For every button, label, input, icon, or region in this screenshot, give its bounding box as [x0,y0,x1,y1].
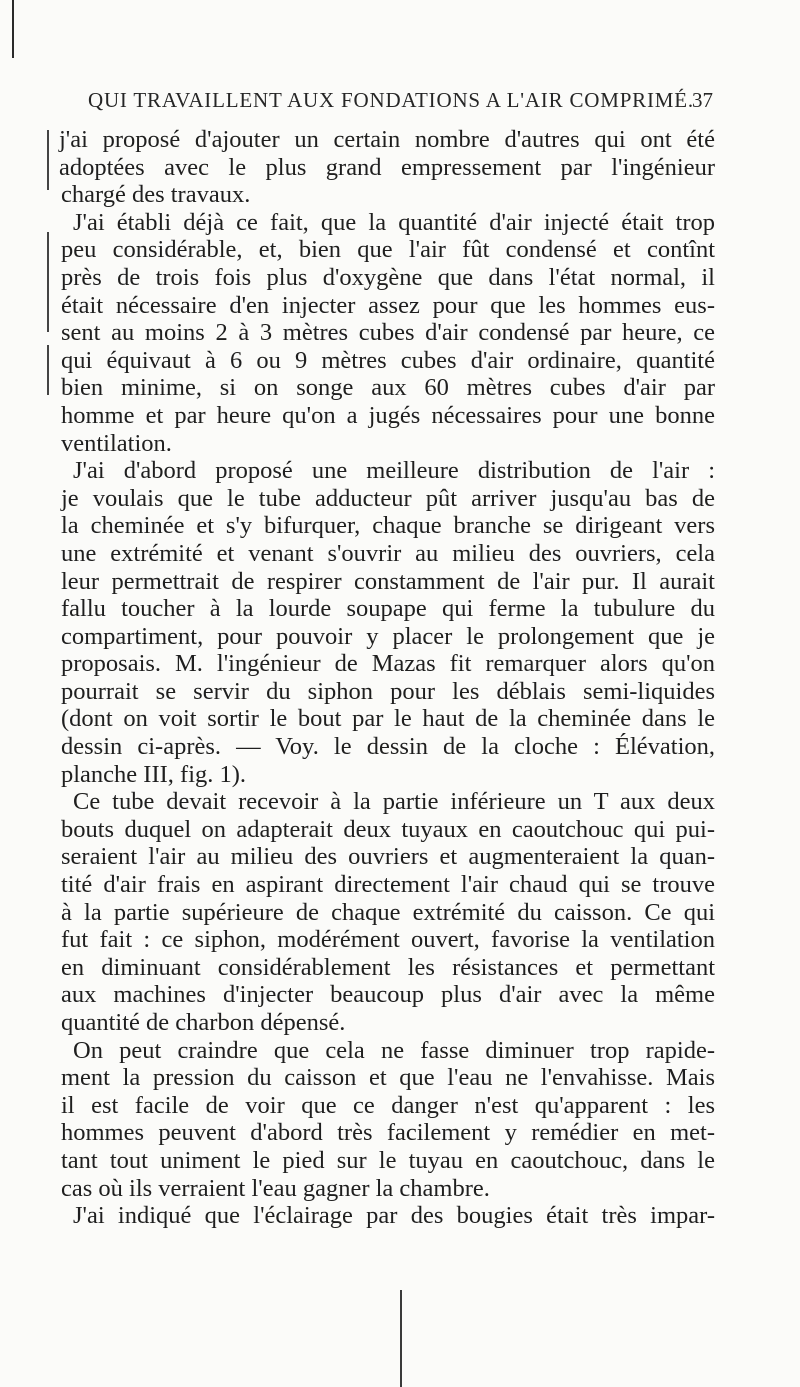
text-line: cas où ils verraient l'eau gagner la chambre. [61,1174,490,1202]
text-line: quantité de charbon dépensé. [61,1009,346,1036]
text-line: adoptées avec le plus grand empressement par l'ingénieur [59,153,715,181]
text-line: il est facile de voir que ce danger n'est qu'apparent : les [61,1091,715,1119]
text-line: était nécessaire d'en injecter assez pour que les hommes eus- [61,291,715,319]
text-line: fut fait : ce siphon, modérément ouvert, favorise la ventilation [61,926,715,954]
text-line: leur permettrait de respirer constamment de l'air pur. Il aurait [61,567,715,595]
text-line: hommes peuvent d'abord très facilement y remédier en met- [61,1119,715,1147]
text-line: On peut craindre que cela ne fasse diminuer trop rapide- [73,1036,715,1064]
text-line: J'ai d'abord proposé une meilleure distribution de l'air : [73,457,715,485]
text-line: je voulais que le tube adducteur pût arriver jusqu'au bas de [61,484,715,512]
text-line: Ce tube devait recevoir à la partie inférieure un T aux deux [73,788,715,816]
text-line: ment la pression du caisson et que l'eau ne l'envahisse. Mais [61,1064,715,1092]
page-edge-mark [0,0,14,58]
text-line: qui équivaut à 6 ou 9 mètres cubes d'air ordinaire, quantité [61,346,715,374]
text-line: près de trois fois plus d'oxygène que dans l'état normal, il [61,263,715,291]
text-line: j'ai proposé d'ajouter un certain nombre d'autres qui ont été [59,126,715,153]
body-text [55,126,715,1230]
text-line: tité d'air frais en aspirant directement l'air chaud qui se trouve [61,871,715,899]
text-line: pourrait se servir du siphon pour les déblais semi-liquides [61,677,715,705]
text-line: planche III, fig. 1). [61,760,247,788]
text-line: en diminuant considérablement les résistances et permettant [61,953,715,981]
text-line: chargé des travaux. [61,181,251,209]
text-line: aux machines d'injecter beaucoup plus d'air avec la même [61,981,715,1009]
text-line: J'ai indiqué que l'éclairage par des bougies était très impar- [73,1202,715,1230]
text-line: bouts duquel on adapterait deux tuyaux en caoutchouc qui pui- [61,815,715,843]
text-line: peu considérable, et, bien que l'air fût condensé et contînt [61,236,715,264]
text-line: la cheminée et s'y bifurquer, chaque branche se dirigeant vers [61,512,715,540]
text-line: fallu toucher à la lourde soupape qui ferme la tubulure du [61,595,715,623]
text-line: à la partie supérieure de chaque extrémité du caisson. Ce qui [61,898,715,926]
text-line: (dont on voit sortir le bout par le haut de la cheminée dans le [61,705,715,733]
text-line: J'ai établi déjà ce fait, que la quantité d'air injecté était trop [73,208,715,236]
bottom-rule [400,1290,402,1387]
text-line: seraient l'air au milieu des ouvriers et augmenteraient la quan- [61,843,715,871]
page-number: 37 [692,88,713,112]
text-line: ventilation. [61,429,172,457]
text-line: sent au moins 2 à 3 mètres cubes d'air condensé par heure, ce [61,319,715,347]
margin-bracket [47,345,49,395]
text-line: tant tout uniment le pied sur le tuyau en caoutchouc, dans le [61,1146,715,1174]
running-head [88,88,713,118]
margin-bracket [47,130,49,190]
text-line: une extrémité et venant s'ouvrir au milieu des ouvriers, cela [61,539,715,567]
text-line: compartiment, pour pouvoir y placer le prolongement que je [61,622,715,650]
running-title: QUI TRAVAILLENT AUX FONDATIONS A L'AIR COMPRIMÉ. [88,88,694,112]
text-line: proposais. M. l'ingénieur de Mazas fit remarquer alors qu'on [61,650,715,678]
margin-bracket [47,232,49,332]
text-line: homme et par heure qu'on a jugés nécessaires pour une bonne [61,401,715,429]
text-line: bien minime, si on songe aux 60 mètres cubes d'air par [61,374,715,402]
text-line: dessin ci-après. — Voy. le dessin de la cloche : Élévation, [61,733,715,761]
